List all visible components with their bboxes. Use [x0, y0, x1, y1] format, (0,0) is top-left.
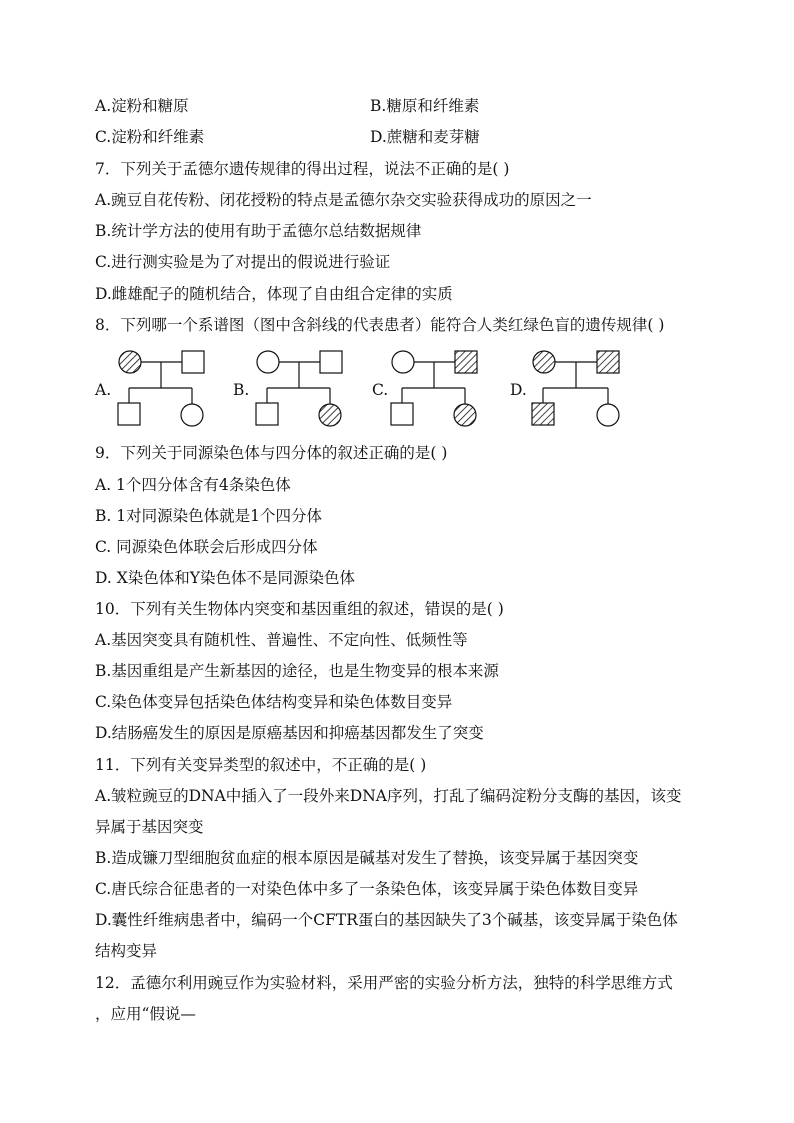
q7-option-c: C.进行测实验是为了对提出的假说进行验证 — [95, 253, 391, 271]
pedigree-label-c: C. — [372, 381, 389, 399]
q9-option-c: C. 同源染色体联会后形成四分体 — [95, 538, 318, 556]
q10-option-d: D.结肠癌发生的原因是原癌基因和抑癌基因都发生了突变 — [95, 724, 484, 742]
q12-stem-line1: 12．孟德尔利用豌豆作为实验材料，采用严密的实验分析方法，独特的科学思维方式 — [95, 974, 673, 992]
pedigree-label-a: A. — [95, 381, 112, 399]
q10-option-c: C.染色体变异包括染色体结构变异和染色体数目变异 — [95, 693, 453, 711]
q11-option-d-line2: 结构变异 — [95, 942, 158, 960]
q7-stem: 7．下列关于孟德尔遗传规律的得出过程，说法不正确的是( ) — [95, 160, 510, 178]
q7-option-b: B.统计学方法的使用有助于孟德尔总结数据规律 — [95, 222, 422, 240]
q7-option-a: A.豌豆自花传粉、闭花授粉的特点是孟德尔杂交实验获得成功的原因之一 — [95, 191, 592, 209]
q10-option-b: B.基因重组是产生新基因的途径，也是生物变异的根本来源 — [95, 662, 499, 680]
pedigree-b — [256, 351, 342, 426]
pedigree-a — [118, 351, 204, 426]
q11-option-a-line2: 异属于基因突变 — [95, 818, 204, 836]
q11-option-a-line1: A.皱粒豌豆的DNA中插入了一段外来DNA序列，打乱了编码淀粉分支酶的基因，该变 — [95, 787, 682, 805]
q11-option-d-line1: D.囊性纤维病患者中，编码一个CFTR蛋白的基因缺失了3个碱基，该变异属于染色体 — [95, 911, 678, 929]
pedigree-c — [391, 351, 477, 426]
pedigree-label-d: D. — [510, 381, 527, 399]
pedigree-diagrams — [92, 342, 652, 432]
q9-option-b: B. 1对同源染色体就是1个四分体 — [95, 507, 322, 525]
q6-option-c: C.淀粉和纤维素 — [95, 128, 205, 146]
q10-stem: 10．下列有关生物体内突变和基因重组的叙述，错误的是( ) — [95, 600, 504, 618]
q10-option-a: A.基因突变具有随机性、普遍性、不定向性、低频性等 — [95, 631, 468, 649]
pedigree-d — [532, 351, 619, 426]
q8-stem: 8．下列哪一个系谱图（图中含斜线的代表患者）能符合人类红绿色盲的遗传规律( ) — [95, 316, 665, 334]
q9-option-d: D. X染色体和Y染色体不是同源染色体 — [95, 569, 355, 587]
q6-option-a: A.淀粉和糖原 — [95, 97, 189, 115]
q6-option-b: B.糖原和纤维素 — [370, 97, 480, 115]
q11-option-b: B.造成镰刀型细胞贫血症的根本原因是碱基对发生了替换，该变异属于基因突变 — [95, 849, 639, 867]
q9-stem: 9．下列关于同源染色体与四分体的叙述正确的是( ) — [95, 444, 448, 462]
pedigree-label-b: B. — [233, 381, 250, 399]
q12-stem-line2: ，应用“假说— — [95, 1005, 196, 1023]
q9-option-a: A. 1个四分体含有4条染色体 — [95, 476, 291, 494]
q11-stem: 11．下列有关变异类型的叙述中，不正确的是( ) — [95, 756, 427, 774]
q11-option-c: C.唐氏综合征患者的一对染色体中多了一条染色体，该变异属于染色体数目变异 — [95, 880, 639, 898]
q7-option-d: D.雌雄配子的随机结合，体现了自由组合定律的实质 — [95, 285, 453, 303]
q6-option-d: D.蔗糖和麦芽糖 — [370, 128, 480, 146]
